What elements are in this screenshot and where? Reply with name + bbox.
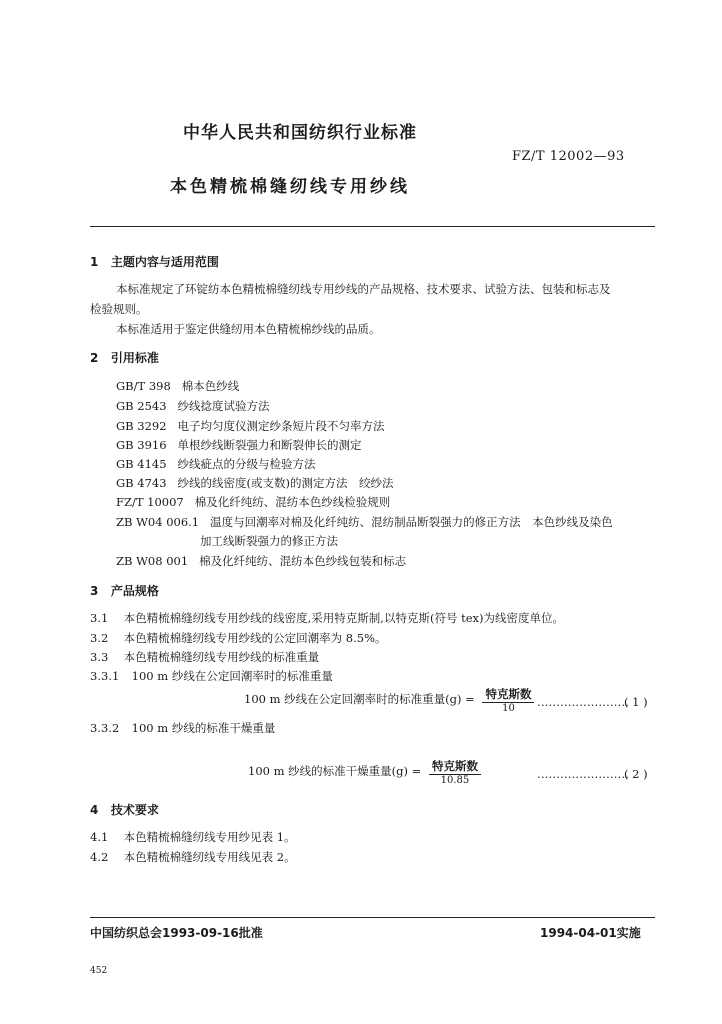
- formula-2-denominator: 10.85: [440, 775, 470, 786]
- reference-code: ZB W08 001: [116, 554, 189, 568]
- section-2-number: 2: [90, 351, 99, 365]
- reference-item: [116, 514, 613, 530]
- header-divider: [90, 226, 655, 227]
- section-1-heading: [90, 253, 219, 270]
- clause-item: [90, 649, 319, 665]
- reference-title: 纱线的线密度(或支数)的测定方法 绞纱法: [177, 476, 394, 490]
- clause-item: [90, 849, 296, 865]
- formula-1-denominator: 10: [502, 703, 515, 714]
- reference-item: [116, 456, 316, 472]
- clause-text: 本色精梳棉缝纫线专用纱线的公定回潮率为 8.5%。: [123, 631, 387, 645]
- subclause-text: 100 m 纱线在公定回潮率时的标准重量: [131, 669, 333, 683]
- clause-item: [90, 630, 387, 646]
- clause-number: 3.3: [90, 650, 109, 664]
- formula-1-label: ( 1 ): [624, 695, 648, 709]
- subclause-number: 3.3.1: [90, 669, 120, 683]
- section-3-title: 产品规格: [110, 584, 159, 598]
- reference-item: [116, 553, 406, 569]
- clause-item: [90, 610, 564, 626]
- reference-code: FZ/T 10007: [116, 495, 184, 509]
- clause-text: 本色精梳棉缝纫线专用纱线的线密度,采用特克斯制,以特克斯(符号 tex)为线密度单位。: [123, 611, 565, 625]
- section-1-paragraph-1-line-1: 本标准规定了环锭纺本色精梳棉缝纫线专用纱线的产品规格、技术要求、试验方法、包装和标志及: [116, 282, 611, 296]
- section-1-number: 1: [90, 255, 99, 269]
- reference-title: 纱线疵点的分级与检验方法: [177, 457, 316, 471]
- standard-code: FZ/T 12002—93: [512, 149, 625, 164]
- clause-text: 本色精梳棉缝纫线专用纱见表 1。: [123, 830, 296, 844]
- reference-title: 棉本色纱线: [181, 379, 240, 393]
- reference-title: 纱线捻度试验方法: [177, 399, 270, 413]
- subclause-number: 3.3.2: [90, 721, 120, 735]
- formula-1-numerator: 特克斯数: [482, 686, 534, 703]
- footer-divider: [90, 917, 655, 918]
- section-2-heading: [90, 349, 159, 366]
- document-title: 本色精梳棉缝纫线专用纱线: [170, 177, 410, 197]
- reference-item: [116, 437, 362, 453]
- reference-title: 棉及化纤纯纺、混纺本色纱线包装和标志: [199, 554, 407, 568]
- section-1-paragraph-2: 本标准适用于鉴定供缝纫用本色精梳棉纱线的品质。: [116, 322, 381, 336]
- formula-2-leader: ……………………: [537, 767, 629, 781]
- clause-text: 本色精梳棉缝纫线专用纱线的标准重量: [123, 650, 320, 664]
- effective-date: 1994-04-01实施: [540, 926, 641, 940]
- reference-title: 温度与回潮率对棉及化纤纯纺、混纺制品断裂强力的修正方法 本色纱线及染色: [210, 515, 613, 529]
- formula-1-leader: ……………………: [537, 695, 629, 709]
- subclause-3-3-2: [90, 720, 275, 736]
- clause-item: [90, 829, 296, 845]
- formula-1-fraction: [482, 686, 534, 714]
- clause-number: 4.2: [90, 850, 109, 864]
- section-4-title: 技术要求: [110, 803, 159, 817]
- reference-item: [116, 475, 394, 491]
- section-3-heading: [90, 582, 159, 599]
- reference-item: [116, 494, 390, 510]
- formula-1: [244, 686, 534, 714]
- clause-text: 本色精梳棉缝纫线专用线见表 2。: [123, 850, 296, 864]
- section-1-title: 主题内容与适用范围: [110, 255, 219, 269]
- section-4-heading: [90, 801, 159, 818]
- reference-item: [116, 418, 385, 434]
- subclause-text: 100 m 纱线的标准干燥重量: [131, 721, 276, 735]
- formula-2-numerator: 特克斯数: [429, 758, 481, 775]
- reference-title: 单根纱线断裂强力和断裂伸长的测定: [177, 438, 362, 452]
- formula-2: [248, 758, 481, 786]
- clause-number: 3.2: [90, 631, 109, 645]
- reference-code: GB 4743: [116, 476, 167, 490]
- formula-2-fraction: [429, 758, 481, 786]
- reference-code: GB 2543: [116, 399, 167, 413]
- section-2-title: 引用标准: [110, 351, 159, 365]
- reference-code: GB 3916: [116, 438, 167, 452]
- reference-code: GB 4145: [116, 457, 167, 471]
- reference-code: ZB W04 006.1: [116, 515, 200, 529]
- clause-number: 3.1: [90, 611, 109, 625]
- formula-2-lhs: 100 m 纱线的标准干燥重量(g) =: [248, 764, 422, 778]
- clause-number: 4.1: [90, 830, 109, 844]
- reference-item: [116, 378, 239, 394]
- section-4-number: 4: [90, 803, 99, 817]
- section-3-number: 3: [90, 584, 99, 598]
- reference-title: 电子均匀度仪测定纱条短片段不匀率方法: [177, 419, 385, 433]
- formula-2-label: ( 2 ): [624, 767, 648, 781]
- reference-code: GB 3292: [116, 419, 167, 433]
- reference-item: [116, 398, 270, 414]
- standard-type: 中华人民共和国纺织行业标准: [183, 123, 417, 143]
- page-number: 452: [90, 966, 108, 976]
- subclause-3-3-1: [90, 668, 333, 684]
- formula-1-lhs: 100 m 纱线在公定回潮率时的标准重量(g) =: [244, 692, 475, 706]
- reference-code: GB/T 398: [116, 379, 171, 393]
- reference-title: 棉及化纤纯纺、混纺本色纱线检验规则: [194, 495, 391, 509]
- reference-title-continuation: 加工线断裂强力的修正方法: [200, 534, 338, 548]
- approval-date: 中国纺织总会1993-09-16批准: [90, 926, 263, 940]
- section-1-paragraph-1-line-2: 检验规则。: [90, 302, 148, 316]
